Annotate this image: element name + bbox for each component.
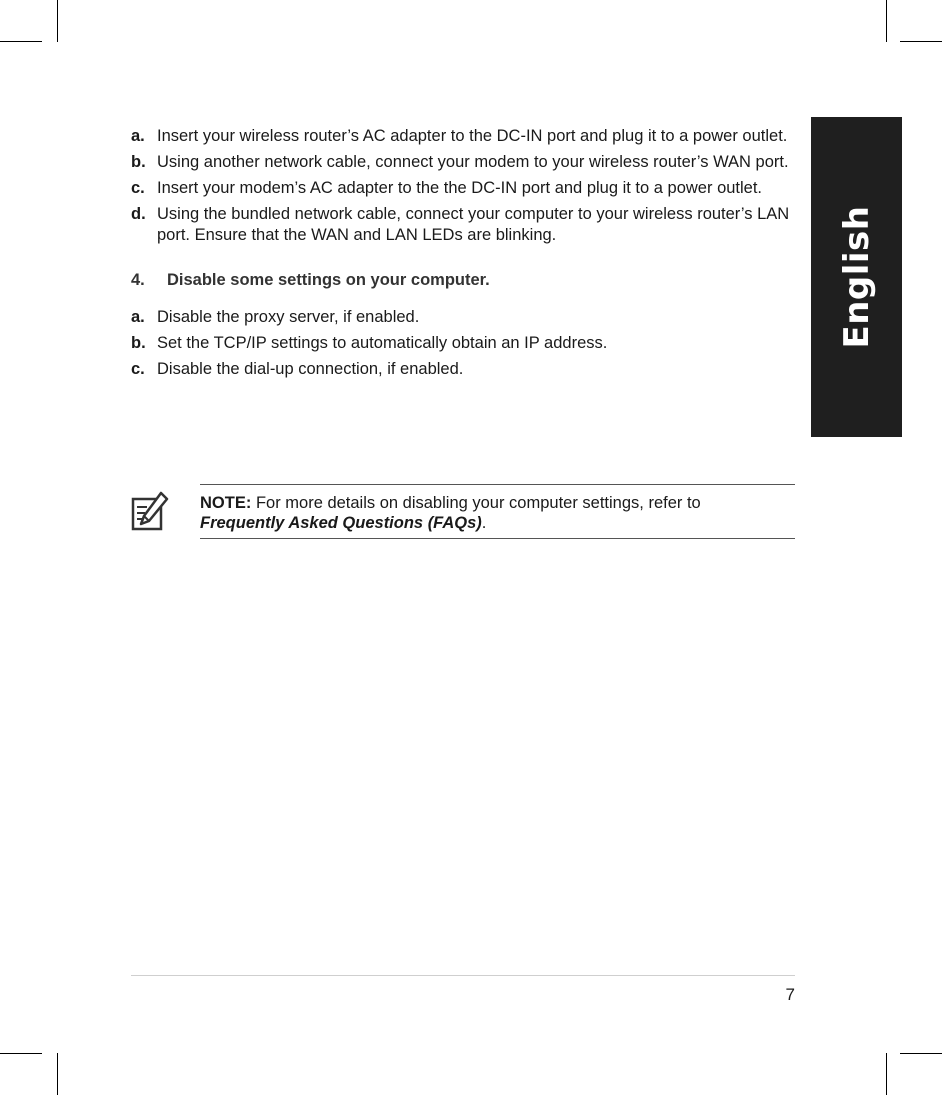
- step-item: [131, 359, 795, 380]
- step-item: [131, 333, 795, 354]
- step-text: Disable the dial-up connection, if enabled.: [157, 360, 464, 378]
- page-number: 7: [785, 985, 795, 1004]
- note-pencil-icon: [131, 489, 169, 533]
- language-tab-label: English: [836, 205, 877, 349]
- main-content: [131, 126, 795, 385]
- step-item: [131, 307, 795, 328]
- crop-mark: [900, 41, 942, 42]
- note-text: For more details on disabling your computer settings, refer to: [255, 494, 701, 512]
- note-end: .: [481, 514, 487, 532]
- step-item: [131, 126, 795, 147]
- step-letter: c.: [131, 360, 145, 378]
- step-letter: b.: [131, 334, 146, 352]
- crop-mark: [886, 1053, 887, 1095]
- crop-mark: [0, 1053, 42, 1054]
- step-letter: a.: [131, 127, 145, 145]
- faq-reference: Frequently Asked Questions (FAQs): [200, 514, 482, 532]
- step-item: [131, 178, 795, 199]
- footer-rule: [131, 975, 795, 976]
- step-text: Set the TCP/IP settings to automatically obtain an IP address.: [157, 334, 608, 352]
- crop-mark: [0, 41, 42, 42]
- step-text: Insert your wireless router’s AC adapter to the DC-IN port and plug it to a power outlet.: [157, 127, 788, 145]
- language-tab: [811, 117, 902, 437]
- section-heading: [131, 270, 795, 291]
- note-callout: [131, 484, 795, 540]
- section-number: 4.: [131, 271, 145, 289]
- step-text: Insert your modem’s AC adapter to the the DC-IN port and plug it to a power outlet.: [157, 179, 763, 197]
- step-letter: b.: [131, 153, 146, 171]
- step-letter: c.: [131, 179, 145, 197]
- crop-mark: [886, 0, 887, 42]
- note-text-box: [200, 484, 795, 539]
- step-text: Using the bundled network cable, connect your computer to your wireless router’s LAN port. Ensure that the WAN and LAN LEDs are blinking.: [157, 205, 790, 244]
- crop-mark: [57, 1053, 58, 1095]
- crop-mark: [57, 0, 58, 42]
- step-item: [131, 152, 795, 173]
- crop-mark: [900, 1053, 942, 1054]
- disable-steps-list: [131, 307, 795, 380]
- step-letter: d.: [131, 205, 146, 223]
- step-text: Disable the proxy server, if enabled.: [157, 308, 420, 326]
- connect-steps-list: [131, 126, 795, 246]
- step-item: [131, 204, 795, 246]
- step-letter: a.: [131, 308, 145, 326]
- step-text: Using another network cable, connect your modem to your wireless router’s WAN port.: [157, 153, 789, 171]
- section-title: Disable some settings on your computer.: [167, 271, 490, 289]
- note-label: NOTE:: [200, 494, 252, 512]
